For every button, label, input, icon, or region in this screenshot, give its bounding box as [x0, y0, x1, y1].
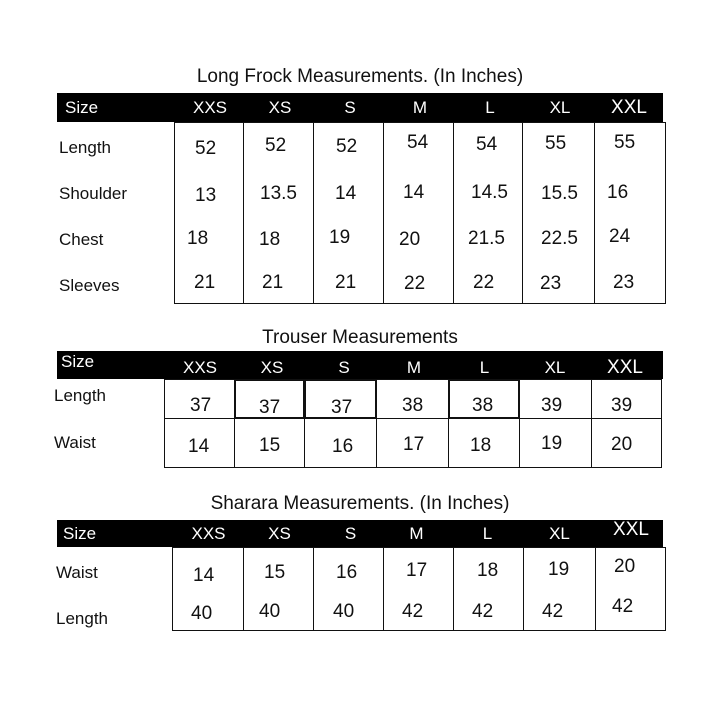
sharara-waist-s: 16 — [336, 562, 358, 583]
trouser-length-m: 38 — [402, 395, 424, 416]
trouser-size-xl: XL — [544, 358, 566, 378]
frock-size-xs: XS — [268, 97, 292, 117]
frock-chest-xl: 22.5 — [541, 228, 578, 249]
trouser-length-xxs: 37 — [190, 395, 212, 416]
trouser-size-m: M — [406, 358, 422, 378]
frock-length-xxs: 52 — [195, 138, 217, 159]
sharara-size-label: Size — [63, 523, 97, 543]
frock-shoulder-s: 14 — [335, 183, 357, 204]
sharara-length-l: 42 — [472, 601, 494, 622]
trouser-size-xxs: XXS — [182, 358, 218, 378]
sharara-size-xxs: XXS — [191, 523, 226, 543]
frock-size-header — [57, 93, 663, 122]
sharara-size-s: S — [344, 523, 357, 543]
trouser-waist-xs: 15 — [259, 435, 281, 456]
frock-sleeves-xxs: 21 — [194, 272, 216, 293]
frock-shoulder-xxs: 13 — [195, 185, 217, 206]
trouser-row-label-length: Length — [54, 386, 106, 405]
sharara-size-l: L — [482, 523, 493, 543]
sharara-waist-xxl: 20 — [614, 556, 636, 577]
frock-size-s: S — [344, 97, 356, 117]
trouser-waist-m: 17 — [403, 434, 425, 455]
frock-shoulder-l: 14.5 — [471, 182, 508, 203]
frock-row-label-length: Length — [59, 138, 111, 157]
frock-title: Long Frock Measurements. (In Inches) — [196, 66, 524, 87]
frock-size-l: L — [485, 97, 495, 117]
frock-sleeves-l: 22 — [473, 272, 495, 293]
trouser-length-xs: 37 — [259, 397, 281, 418]
frock-chest-l: 21.5 — [468, 228, 505, 249]
frock-length-s: 52 — [336, 136, 358, 157]
sharara-waist-xxs: 14 — [193, 565, 215, 586]
sharara-title: Sharara Measurements. (In Inches) — [210, 493, 510, 514]
sharara-size-xxl: XXL — [613, 519, 649, 541]
frock-shoulder-m: 14 — [403, 182, 425, 203]
sharara-waist-xl: 19 — [548, 559, 570, 580]
trouser-size-s: S — [338, 358, 350, 378]
sharara-length-s: 40 — [333, 601, 355, 622]
frock-row-label-sleeves: Sleeves — [59, 276, 120, 295]
sharara-waist-l: 18 — [477, 560, 499, 581]
sharara-size-m: M — [409, 523, 424, 543]
frock-chest-m: 20 — [399, 229, 421, 250]
sharara-length-xl: 42 — [542, 601, 564, 622]
frock-length-xs: 52 — [265, 135, 287, 156]
sharara-size-xl: XL — [549, 523, 570, 543]
trouser-title: Trouser Measurements — [262, 327, 458, 348]
frock-sleeves-xxl: 23 — [613, 272, 635, 293]
frock-length-m: 54 — [407, 132, 429, 153]
trouser-length-l: 38 — [472, 395, 494, 416]
sharara-length-m: 42 — [402, 601, 424, 622]
sharara-waist-m: 17 — [406, 560, 428, 581]
frock-size-m: M — [412, 97, 428, 117]
frock-shoulder-xl: 15.5 — [541, 183, 578, 204]
trouser-length-s: 37 — [331, 397, 353, 418]
frock-length-xxl: 55 — [614, 132, 636, 153]
trouser-size-label: Size — [61, 352, 95, 372]
frock-sleeves-xl: 23 — [540, 273, 562, 294]
sharara-length-xxs: 40 — [191, 603, 213, 624]
frock-size-xxl: XXL — [611, 96, 647, 118]
frock-length-xl: 55 — [545, 133, 567, 154]
trouser-waist-xl: 19 — [541, 433, 563, 454]
frock-sleeves-m: 22 — [404, 273, 426, 294]
sharara-length-xs: 40 — [259, 601, 281, 622]
sharara-size-xs: XS — [268, 523, 291, 543]
frock-size-xxs: XXS — [192, 97, 228, 117]
trouser-waist-s: 16 — [332, 436, 354, 457]
sharara-length-xxl: 42 — [612, 596, 634, 617]
trouser-length-xl: 39 — [541, 395, 563, 416]
frock-chest-s: 19 — [329, 227, 351, 248]
frock-chest-xs: 18 — [259, 229, 281, 250]
frock-row-label-chest: Chest — [59, 230, 104, 249]
frock-size-label: Size — [65, 97, 99, 117]
trouser-waist-xxs: 14 — [188, 436, 210, 457]
sharara-waist-xs: 15 — [264, 562, 286, 583]
frock-sleeves-s: 21 — [335, 272, 357, 293]
sharara-row-label-length: Length — [56, 609, 108, 628]
frock-size-xl: XL — [549, 97, 571, 117]
trouser-size-header — [57, 351, 663, 379]
trouser-waist-l: 18 — [470, 435, 492, 456]
frock-sleeves-xs: 21 — [262, 272, 284, 293]
frock-length-l: 54 — [476, 134, 498, 155]
frock-shoulder-xxl: 16 — [607, 182, 629, 203]
frock-shoulder-xs: 13.5 — [260, 183, 297, 204]
trouser-size-xs: XS — [260, 358, 284, 378]
sharara-size-header — [57, 520, 663, 547]
trouser-size-xxl: XXL — [607, 357, 643, 379]
trouser-waist-xxl: 20 — [611, 434, 633, 455]
trouser-size-l: L — [479, 358, 490, 378]
frock-row-label-shoulder: Shoulder — [59, 184, 128, 203]
frock-chest-xxs: 18 — [187, 228, 209, 249]
sharara-row-label-waist: Waist — [56, 563, 98, 582]
trouser-length-xxl: 39 — [611, 395, 633, 416]
trouser-row-label-waist: Waist — [54, 433, 96, 452]
frock-chest-xxl: 24 — [609, 226, 631, 247]
